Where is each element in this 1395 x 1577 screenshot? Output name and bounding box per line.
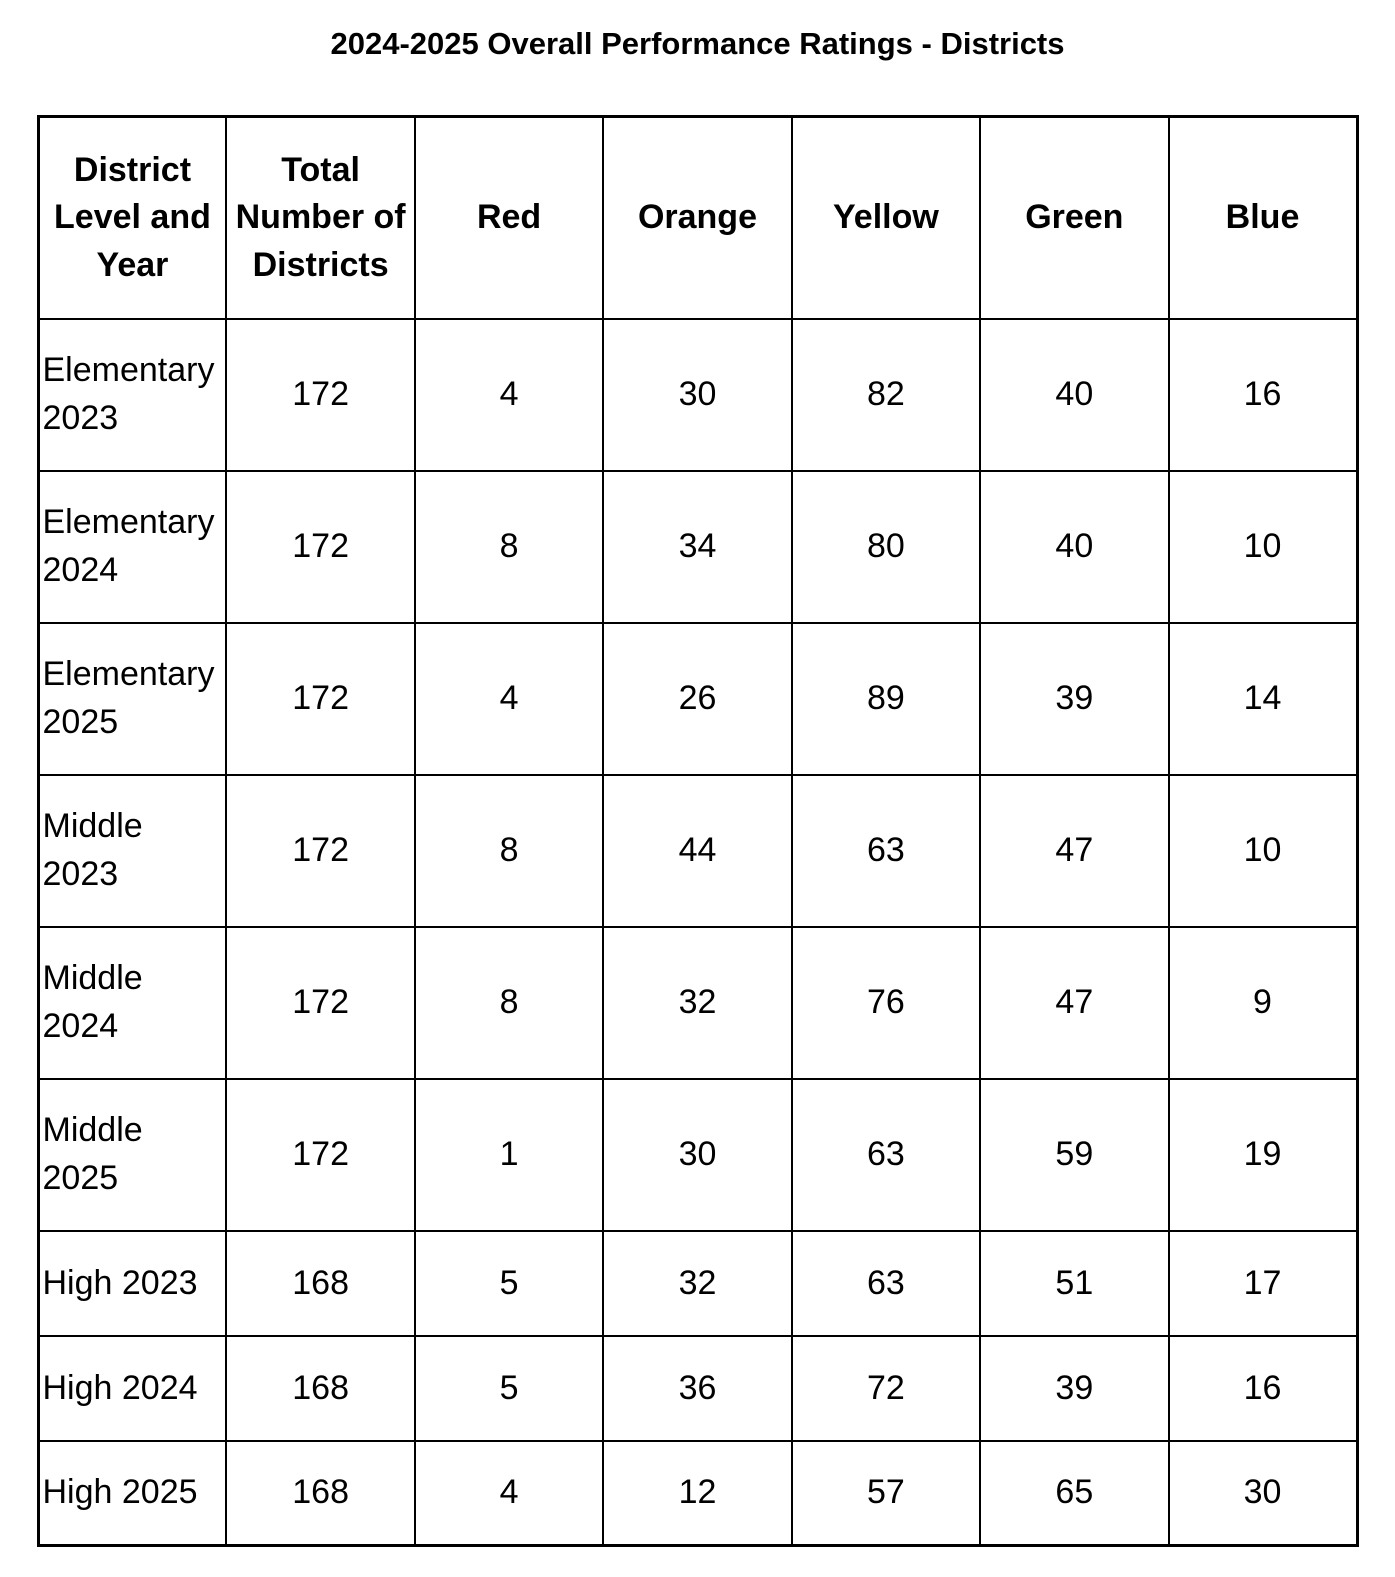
orange-count-cell: 44 xyxy=(603,775,791,927)
total-districts-cell: 172 xyxy=(226,623,414,775)
col-header-blue: Blue xyxy=(1169,117,1357,319)
page-title: 2024-2025 Overall Performance Ratings - Districts xyxy=(330,26,1065,61)
green-count-cell: 40 xyxy=(980,319,1168,471)
col-header-green: Green xyxy=(980,117,1168,319)
blue-count-cell: 10 xyxy=(1169,775,1357,927)
green-count-cell: 39 xyxy=(980,623,1168,775)
col-header-yellow: Yellow xyxy=(792,117,980,319)
yellow-count-cell: 76 xyxy=(792,927,980,1079)
yellow-count-cell: 89 xyxy=(792,623,980,775)
blue-count-cell: 30 xyxy=(1169,1441,1357,1546)
col-header-district-level-year: District Level and Year xyxy=(38,117,226,319)
blue-count-cell: 19 xyxy=(1169,1079,1357,1231)
yellow-count-cell: 80 xyxy=(792,471,980,623)
green-count-cell: 47 xyxy=(980,775,1168,927)
table-row-middle-2025 xyxy=(38,1079,1357,1231)
performance-ratings-table xyxy=(37,115,1359,1547)
table-row-middle-2024 xyxy=(38,927,1357,1079)
row-label: High 2025 xyxy=(38,1441,226,1546)
blue-count-cell: 16 xyxy=(1169,1336,1357,1441)
red-count-cell: 5 xyxy=(415,1231,603,1336)
yellow-count-cell: 63 xyxy=(792,1231,980,1336)
row-label: High 2024 xyxy=(38,1336,226,1441)
total-districts-cell: 168 xyxy=(226,1441,414,1546)
total-districts-cell: 172 xyxy=(226,471,414,623)
table-header-row xyxy=(38,117,1357,319)
table-row-elementary-2024 xyxy=(38,471,1357,623)
red-count-cell: 8 xyxy=(415,775,603,927)
total-districts-cell: 172 xyxy=(226,775,414,927)
row-label: Middle 2024 xyxy=(38,927,226,1079)
green-count-cell: 51 xyxy=(980,1231,1168,1336)
row-label: Elementary 2025 xyxy=(38,623,226,775)
total-districts-cell: 168 xyxy=(226,1231,414,1336)
yellow-count-cell: 72 xyxy=(792,1336,980,1441)
orange-count-cell: 32 xyxy=(603,927,791,1079)
blue-count-cell: 17 xyxy=(1169,1231,1357,1336)
total-districts-cell: 172 xyxy=(226,319,414,471)
row-label: Middle 2023 xyxy=(38,775,226,927)
green-count-cell: 40 xyxy=(980,471,1168,623)
table-row-high-2025 xyxy=(38,1441,1357,1546)
green-count-cell: 65 xyxy=(980,1441,1168,1546)
row-label: Elementary 2023 xyxy=(38,319,226,471)
yellow-count-cell: 82 xyxy=(792,319,980,471)
green-count-cell: 39 xyxy=(980,1336,1168,1441)
row-label: High 2023 xyxy=(38,1231,226,1336)
total-districts-cell: 172 xyxy=(226,1079,414,1231)
table-row-high-2023 xyxy=(38,1231,1357,1336)
orange-count-cell: 12 xyxy=(603,1441,791,1546)
red-count-cell: 8 xyxy=(415,471,603,623)
yellow-count-cell: 63 xyxy=(792,775,980,927)
blue-count-cell: 16 xyxy=(1169,319,1357,471)
total-districts-cell: 172 xyxy=(226,927,414,1079)
green-count-cell: 47 xyxy=(980,927,1168,1079)
col-header-red: Red xyxy=(415,117,603,319)
red-count-cell: 1 xyxy=(415,1079,603,1231)
table-row-elementary-2023 xyxy=(38,319,1357,471)
row-label: Middle 2025 xyxy=(38,1079,226,1231)
table-row-middle-2023 xyxy=(38,775,1357,927)
red-count-cell: 4 xyxy=(415,623,603,775)
red-count-cell: 4 xyxy=(415,319,603,471)
orange-count-cell: 30 xyxy=(603,1079,791,1231)
orange-count-cell: 30 xyxy=(603,319,791,471)
blue-count-cell: 10 xyxy=(1169,471,1357,623)
total-districts-cell: 168 xyxy=(226,1336,414,1441)
orange-count-cell: 34 xyxy=(603,471,791,623)
orange-count-cell: 36 xyxy=(603,1336,791,1441)
orange-count-cell: 32 xyxy=(603,1231,791,1336)
col-header-total-districts: Total Number of Districts xyxy=(226,117,414,319)
red-count-cell: 5 xyxy=(415,1336,603,1441)
yellow-count-cell: 57 xyxy=(792,1441,980,1546)
orange-count-cell: 26 xyxy=(603,623,791,775)
yellow-count-cell: 63 xyxy=(792,1079,980,1231)
blue-count-cell: 9 xyxy=(1169,927,1357,1079)
red-count-cell: 8 xyxy=(415,927,603,1079)
table-row-elementary-2025 xyxy=(38,623,1357,775)
col-header-orange: Orange xyxy=(603,117,791,319)
table-row-high-2024 xyxy=(38,1336,1357,1441)
red-count-cell: 4 xyxy=(415,1441,603,1546)
blue-count-cell: 14 xyxy=(1169,623,1357,775)
green-count-cell: 59 xyxy=(980,1079,1168,1231)
row-label: Elementary 2024 xyxy=(38,471,226,623)
